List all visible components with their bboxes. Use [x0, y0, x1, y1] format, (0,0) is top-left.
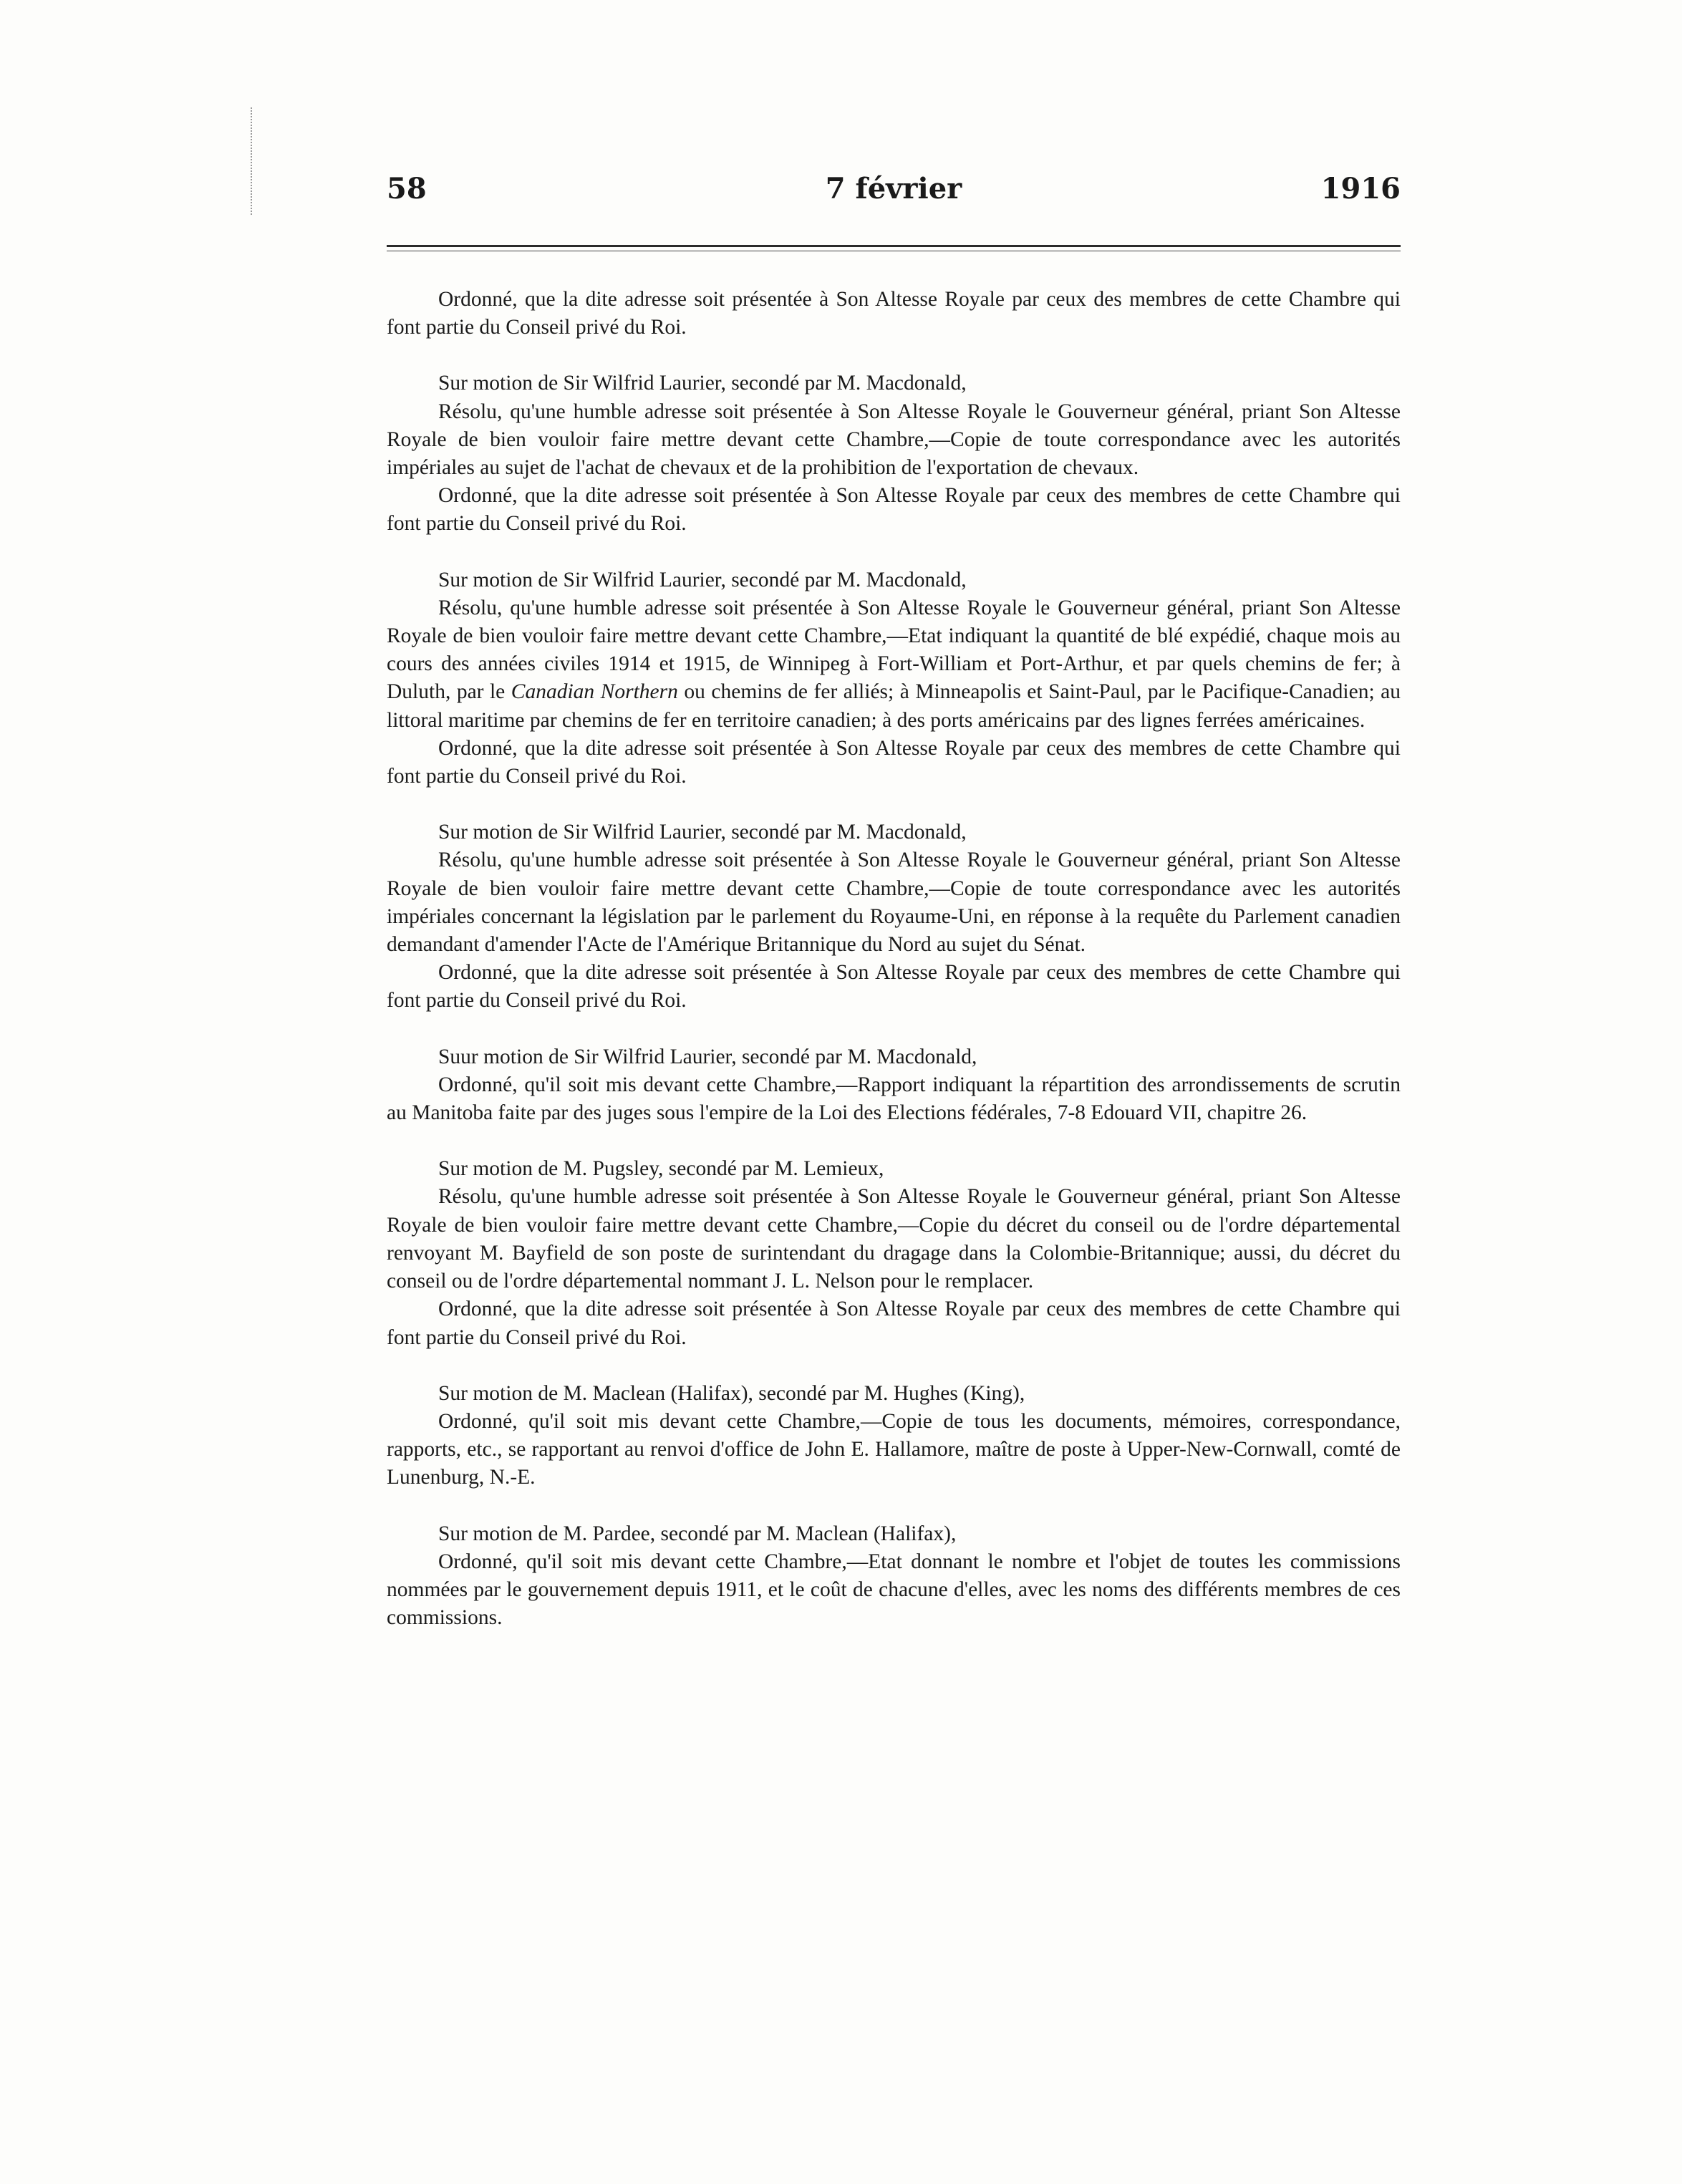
resolution-paragraph: Résolu, qu'une humble adresse soit présentée à Son Altesse Royale le Gouverneur général, priant Son Altesse Royale de bien vouloir faire mettre devant cette Chambre,—Copie de toute correspondance avec les autorités impériales au sujet de l'achat de chevaux et de la prohibition de l'exportation de chevaux.: [387, 400, 1401, 480]
entry-6: [387, 1155, 1401, 1351]
order-paragraph: Ordonné, qu'il soit mis devant cette Chambre,—Copie de tous les documents, mémoires, correspondance, rapports, etc., se rapportant au renvoi d'office de John E. Hallamore, maître de poste à Upper-New-Cornwall, comté de Lunenburg, N.-E.: [387, 1409, 1401, 1489]
motion-line: Sur motion de Sir Wilfrid Laurier, secondé par M. Macdonald,: [438, 568, 967, 591]
resolution-paragraph: Résolu, qu'une humble adresse soit présentée à Son Altesse Royale le Gouverneur général, priant Son Altesse Royale de bien vouloir faire mettre devant cette Chambre,—Copie du décret du conseil ou de l'ordre départemental renvoyant M. Bayfield de son poste de surintendant du dragage dans la Colombie-Britannique; aussi, du décret du conseil ou de l'ordre départemental nommant J. L. Nelson pour le remplacer.: [387, 1185, 1401, 1293]
entry-8: [387, 1520, 1401, 1633]
entry-1: [387, 286, 1401, 342]
resolution-text-part-2: ou chemins de fer alliés; à Minneapolis et Saint-Paul, par le Pacifique-Canadien; au littoral maritime par chemins de fer en territoire canadien; à des ports américains par des lignes ferrées américaines.: [387, 680, 1401, 732]
header-rule: [387, 245, 1401, 251]
order-paragraph: Ordonné, que la dite adresse soit présentée à Son Altesse Royale par ceux des membres de cette Chambre qui font partie du Conseil privé du Roi.: [387, 736, 1401, 788]
order-paragraph: Ordonné, qu'il soit mis devant cette Chambre,—Etat donnant le nombre et l'objet de toutes les commissions nommées par le gouvernement depuis 1911, et le coût de chacune d'elles, avec les noms des différents membres de ces commissions.: [387, 1550, 1401, 1630]
entry-5: [387, 1043, 1401, 1128]
order-paragraph: Ordonné, qu'il soit mis devant cette Chambre,—Rapport indiquant la répartition des arrondissements de scrutin au Manitoba faite par des juges sous l'empire de la Loi des Elections fédérales, 7-8 Edouard VII, chapitre 26.: [387, 1073, 1401, 1125]
motion-line: Suur motion de Sir Wilfrid Laurier, secondé par M. Macdonald,: [438, 1045, 977, 1068]
motion-line: Sur motion de M. Pardee, secondé par M. Maclean (Halifax),: [438, 1522, 957, 1545]
entry-4: [387, 818, 1401, 1015]
page-date: 7 février: [825, 172, 962, 206]
order-paragraph: Ordonné, que la dite adresse soit présentée à Son Altesse Royale par ceux des membres de cette Chambre qui font partie du Conseil privé du Roi.: [387, 1298, 1401, 1349]
page-header: [387, 172, 1401, 218]
order-paragraph: Ordonné, que la dite adresse soit présentée à Son Altesse Royale par ceux des membres de cette Chambre qui font partie du Conseil privé du Roi.: [387, 961, 1401, 1013]
page-year: 1916: [1320, 172, 1401, 206]
motion-line: Sur motion de Sir Wilfrid Laurier, secondé par M. Macdonald,: [438, 372, 967, 395]
journal-page: [387, 172, 1401, 1660]
resolution-paragraph: Résolu, qu'une humble adresse soit présentée à Son Altesse Royale le Gouverneur général, priant Son Altesse Royale de bien vouloir faire mettre devant cette Chambre,—Copie de toute correspondance avec les autorités impériales concernant la législation par le parlement du Royaume-Uni, en réponse à la requête du Parlement canadien demandant d'amender l'Acte de l'Amérique Britannique du Nord au sujet du Sénat.: [387, 849, 1401, 957]
resolution-text-part-1: Résolu, qu'une humble adresse soit présentée à Son Altesse Royale le Gouverneur général, priant Son Altesse Royale de bien vouloir faire mettre devant cette Chambre,—Etat indiquant la quantité de blé expédié, chaque mois au cours des années civiles 1914 et 1915, de Winnipeg à Fort-William et Port-Arthur, et par quels chemins de fer; à Duluth, par le: [387, 596, 1401, 704]
order-paragraph: Ordonné, que la dite adresse soit présentée à Son Altesse Royale par ceux des membres de cette Chambre qui font partie du Conseil privé du Roi.: [387, 484, 1401, 536]
margin-specks: [251, 107, 254, 215]
entry-2: [387, 369, 1401, 538]
entry-3: [387, 566, 1401, 791]
railway-name: Canadian Northern: [511, 680, 678, 704]
entry-7: [387, 1380, 1401, 1492]
order-paragraph: Ordonné, que la dite adresse soit présentée à Son Altesse Royale par ceux des membres de cette Chambre qui font partie du Conseil privé du Roi.: [387, 288, 1401, 339]
motion-line: Sur motion de M. Pugsley, secondé par M. Lemieux,: [438, 1157, 884, 1181]
motion-line: Sur motion de M. Maclean (Halifax), secondé par M. Hughes (King),: [438, 1381, 1025, 1405]
journal-body: [387, 286, 1401, 1632]
resolution-paragraph: [387, 594, 1401, 735]
motion-line: Sur motion de Sir Wilfrid Laurier, secondé par M. Macdonald,: [438, 821, 967, 844]
page-number: 58: [387, 172, 427, 206]
